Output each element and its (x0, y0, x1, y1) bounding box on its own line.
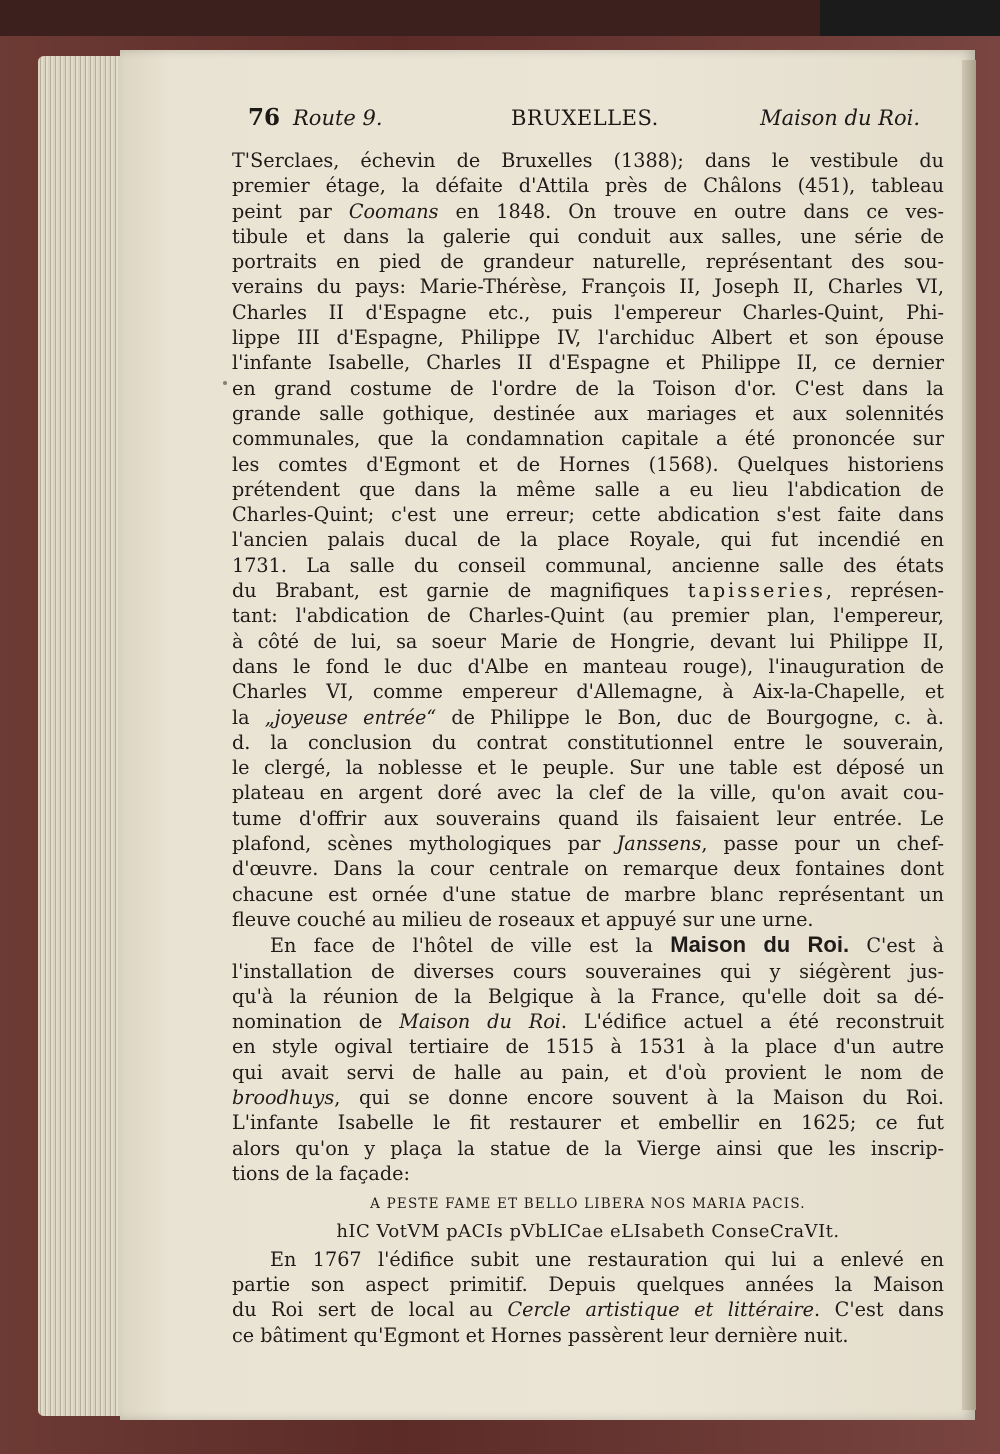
text-segment: nomination de (232, 1010, 400, 1034)
emphasis-text: „joyeuse entrée“ (264, 705, 437, 729)
inscription-2: hIC VotVM pACIs pVbLICae eLIsabeth ConseCraVIt. (336, 1221, 840, 1243)
text-line: communales, que la condamnation capitale a été prononcée sur (232, 427, 944, 451)
text-line (232, 705, 944, 730)
text-line: portraits en pied de grandeur naturelle, représentant des sou- (232, 250, 944, 274)
text-line (232, 932, 944, 958)
text-line: l'installation de diverses cours souveraines qui y siégèrent jus- (232, 959, 944, 983)
text-line: le clergé, la noblesse et le peuple. Sur une table est déposé un (232, 756, 944, 780)
text-line: l'infante Isabelle, Charles II d'Espagne et Philippe II, ce dernier (232, 351, 944, 375)
text-line: dans le fond le duc d'Albe en manteau rouge), l'inauguration de (232, 654, 944, 678)
body-text (232, 148, 944, 1348)
emphasis-text: Maison du Roi (399, 1010, 561, 1034)
text-line: tume d'offrir aux souverains quand ils faisaient leur entrée. Le (232, 806, 944, 830)
emphasis-text: Coomans (348, 199, 439, 223)
text-segment: en 1848. On trouve en outre dans ce ves- (438, 199, 944, 223)
page-number: 76 (248, 104, 281, 131)
text-line: en style ogival tertiaire de 1515 à 1531 à la place d'un autre (232, 1035, 944, 1059)
text-segment: peint par (232, 199, 349, 223)
page-right-edge (962, 60, 976, 1410)
text-line: T'Serclaes, échevin de Bruxelles (1388); dans le vestibule du (232, 149, 944, 172)
text-line: Charles-Quint; c'est une erreur; cette abdication s'est faite dans (232, 503, 944, 527)
text-line: En 1767 l'édifice subit une restauration qui lui a enlevé en (270, 1247, 944, 1271)
text-segment: plafond, scènes mythologiques par (232, 832, 617, 856)
text-segment: . C'est dans (814, 1298, 944, 1322)
text-line: l'ancien palais ducal de la place Royale, qui fut incendié en (232, 528, 944, 552)
text-line (232, 553, 944, 578)
text-line: d'œuvre. Dans la cour centrale on remarque deux fontaines dont (232, 857, 944, 881)
text-line: en grand costume de l'ordre de la Toison d'or. C'est dans la (232, 376, 944, 400)
route-label: Route 9. (293, 106, 383, 130)
running-header (248, 104, 920, 136)
emphasis-text: broodhuys (232, 1085, 335, 1109)
text-line: partie son aspect primitif. Depuis quelques années la Maison (232, 1273, 944, 1297)
text-segment: la (232, 705, 265, 729)
section-title: Maison du Roi. (760, 106, 920, 130)
paragraph-1 (232, 148, 944, 932)
emphasis-text: Maison du Roi. (670, 932, 850, 958)
text-line: plateau en argent doré avec la clef de la ville, qu'on avait cou- (232, 781, 944, 805)
text-segment: . L'édifice actuel a été reconstruit (560, 1010, 945, 1034)
text-line: prétendent que dans la même salle a eu lieu l'abdication de (232, 477, 944, 501)
text-line: verains du pays: Marie-Thérèse, François II, Joseph II, Charles VI, (232, 275, 944, 299)
text-line: tibule et dans la galerie qui conduit aux salles, une série de (232, 224, 944, 248)
text-line (232, 578, 944, 603)
text-line (232, 831, 944, 856)
text-line: Charles VI, comme empereur d'Allemagne, à Aix-la-Chapelle, et (232, 680, 944, 704)
paragraph-2 (232, 932, 944, 1186)
text-segment: , passe pour un chef- (701, 832, 944, 856)
text-segment: , qui se donne encore souvent à la Maison du Roi. (334, 1085, 944, 1109)
background-shadow (820, 0, 1000, 36)
text-line (232, 1085, 944, 1110)
city-heading: BRUXELLES. (511, 106, 659, 130)
text-line: ce bâtiment qu'Egmont et Hornes passèrent leur dernière nuit. (232, 1323, 849, 1347)
text-segment: du Brabant, est garnie de magnifiques (232, 579, 688, 603)
paragraph-3 (232, 1247, 944, 1348)
text-line: L'infante Isabelle le fit restaurer et embellir en 1625; ce fut (232, 1111, 944, 1135)
text-segment: du Roi sert de local au (232, 1298, 508, 1322)
text-line: grande salle gothique, destinée aux mariages et aux solennités (232, 401, 944, 425)
margin-mark (223, 381, 227, 385)
text-segment: C'est à (849, 934, 944, 958)
text-segment: En face de l'hôtel de ville est la (270, 934, 671, 958)
emphasis-text: Janssens (616, 832, 702, 856)
text-segment: de Philippe le Bon, duc de Bourgogne, c. à. (436, 705, 944, 729)
text-line: d. la conclusion du contrat constitutionnel entre le souverain, (232, 730, 944, 754)
text-segment: 1731. La salle du conseil communal, ancienne salle des états (232, 553, 944, 577)
inscription-1: A PESTE FAME ET BELLO LIBERA NOS MARIA PACIS. (370, 1196, 806, 1213)
text-line: les comtes d'Egmont et de Hornes (1568). Quelques historiens (232, 452, 944, 476)
text-line (232, 199, 944, 224)
text-line (232, 1009, 944, 1034)
text-line: premier étage, la défaite d'Attila près de Châlons (451), tableau (232, 174, 944, 198)
text-line: à côté de lui, sa soeur Marie de Hongrie, devant lui Philippe II, (232, 629, 944, 653)
text-line (232, 1297, 944, 1322)
text-line: alors qu'on y plaça la statue de la Vierge ainsi que les inscrip- (232, 1136, 944, 1160)
text-line: tant: l'abdication de Charles-Quint (au premier plan, l'empereur, (232, 604, 944, 628)
text-line: qu'à la réunion de la Belgique à la France, qu'elle doit sa dé- (232, 984, 944, 1008)
emphasis-text: tapisseries (687, 579, 826, 603)
text-segment: , représen- (825, 579, 945, 603)
emphasis-text: Cercle artistique et littéraire (507, 1298, 815, 1322)
text-line: fleuve couché au milieu de roseaux et appuyé sur une urne. (232, 907, 814, 931)
text-line: Charles II d'Espagne etc., puis l'empereur Charles-Quint, Phi- (232, 300, 944, 324)
text-line: lippe III d'Espagne, Philippe IV, l'archiduc Albert et son épouse (232, 326, 944, 350)
text-line: chacune est ornée d'une statue de marbre blanc représentant un (232, 882, 944, 906)
text-line: tions de la façade: (232, 1161, 410, 1185)
text-line: qui avait servi de halle au pain, et d'où provient le nom de (232, 1060, 944, 1084)
